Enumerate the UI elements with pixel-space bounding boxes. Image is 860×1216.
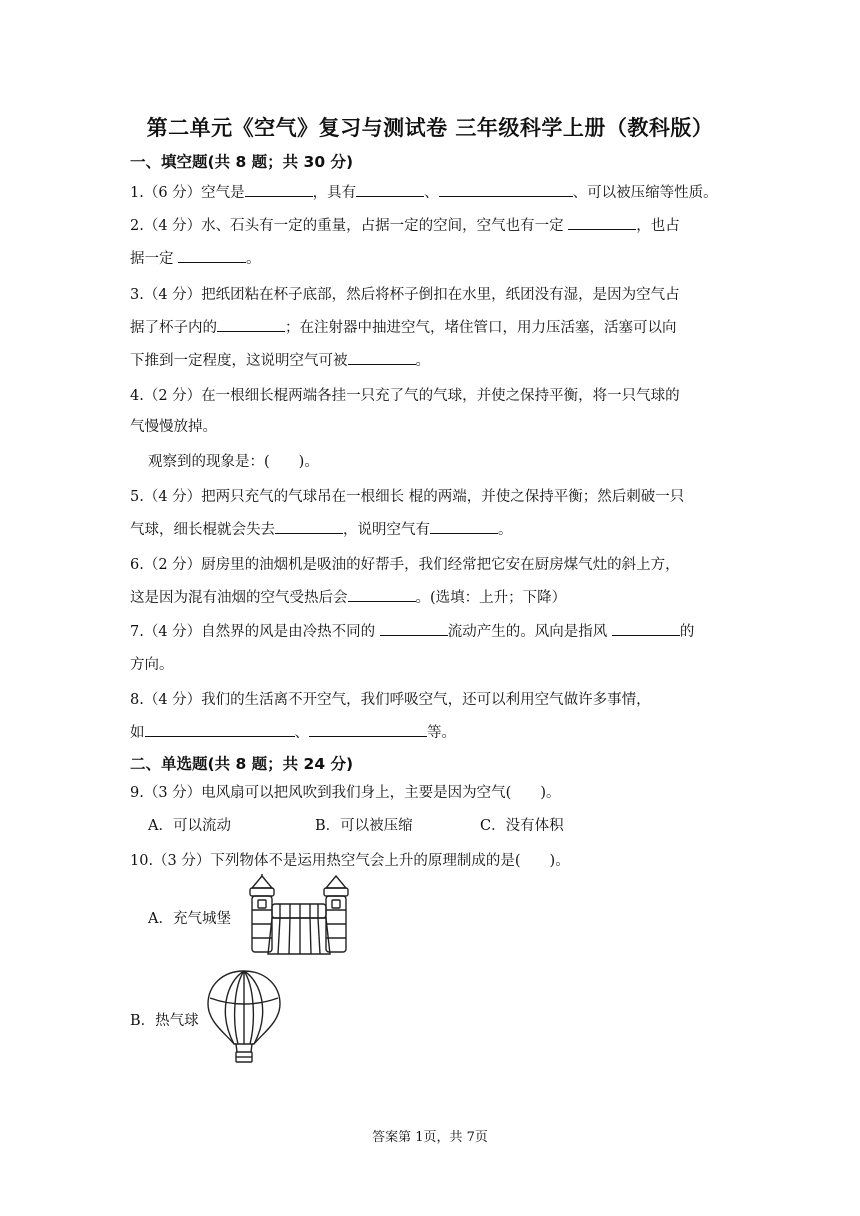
answer-blank[interactable] xyxy=(217,317,285,332)
question-2: 2.（4 分）水、石头有一定的重量，占据一定的空间，空气也有一定 ，也占 xyxy=(130,214,730,235)
option-c[interactable]: C．没有体积 xyxy=(480,818,564,834)
question-5-line-2: 气球，细长棍就会失去 ，说明空气有 。 xyxy=(130,518,730,539)
question-4-line-2: 气慢慢放掉。 xyxy=(130,419,217,435)
option-a[interactable]: A．可以流动 xyxy=(148,818,231,834)
question-8-line-2: 如 、 等。 xyxy=(130,721,730,742)
question-3-line-2: 据了杯子内的 ；在注射器中抽进空气，堵住管口，用力压活塞，活塞可以向 xyxy=(130,316,730,337)
page-title: 第二单元《空气》复习与测试卷 三年级科学上册（教科版） xyxy=(146,115,714,140)
answer-blank[interactable] xyxy=(568,215,636,230)
question-2-line-2: 据一定 。 xyxy=(130,247,730,268)
question-1: 1.（6 分）空气是 ，具有 、 、可以被压缩等性质。 xyxy=(130,181,730,202)
option-b[interactable]: B．可以被压缩 xyxy=(315,818,413,834)
answer-blank[interactable] xyxy=(380,621,448,636)
answer-blank[interactable] xyxy=(439,182,573,197)
answer-blank[interactable] xyxy=(612,621,680,636)
option-a[interactable]: A．充气城堡 xyxy=(148,911,231,927)
question-9-options xyxy=(148,814,564,835)
question-9: 9.（3 分）电风扇可以把风吹到我们身上，主要是因为空气( )。 xyxy=(130,785,561,801)
question-10: 10.（3 分）下列物体不是运用热空气会上升的原理制成的是( )。 xyxy=(130,853,570,869)
question-7-line-2: 方向。 xyxy=(130,657,174,673)
answer-blank[interactable] xyxy=(309,722,427,737)
answer-blank[interactable] xyxy=(178,248,246,263)
question-3-line-3: 下推到一定程度，这说明空气可被 。 xyxy=(130,349,730,370)
question-4-line-3: 观察到的现象是：( )。 xyxy=(148,454,319,470)
option-b[interactable]: B．热气球 xyxy=(130,1013,199,1029)
answer-blank[interactable] xyxy=(145,722,295,737)
answer-blank[interactable] xyxy=(430,519,498,534)
question-6: 6.（2 分）厨房里的油烟机是吸油的好帮手，我们经常把它安在厨房煤气灶的斜上方， xyxy=(130,557,680,573)
answer-blank[interactable] xyxy=(245,182,313,197)
section-fill-in-heading: 一、填空题(共 8 题；共 30 分) xyxy=(130,153,354,171)
question-6-line-2: 这是因为混有油烟的空气受热后会 。(选填：上升；下降） xyxy=(130,586,730,607)
question-8: 8.（4 分）我们的生活离不开空气，我们呼吸空气，还可以利用空气做许多事情， xyxy=(130,692,651,708)
answer-blank[interactable] xyxy=(275,519,343,534)
question-3: 3.（4 分）把纸团粘在杯子底部，然后将杯子倒扣在水里，纸团没有湿，是因为空气占 xyxy=(130,287,680,303)
answer-blank[interactable] xyxy=(348,587,416,602)
section-single-choice-heading: 二、单选题(共 8 题；共 24 分) xyxy=(130,755,354,773)
page-footer: 答案第 1页，共 7页 xyxy=(372,1130,488,1145)
question-4: 4.（2 分）在一根细长棍两端各挂一只充了气的气球，并使之保持平衡，将一只气球的 xyxy=(130,388,680,404)
bouncy-castle-image xyxy=(240,874,358,956)
question-5: 5.（4 分）把两只充气的气球吊在一根细长 棍的两端，并使之保持平衡；然后刺破一只 xyxy=(130,489,685,505)
answer-blank[interactable] xyxy=(348,350,416,365)
hot-air-balloon-image xyxy=(204,968,284,1066)
question-7: 7.（4 分）自然界的风是由冷热不同的 流动产生的。风向是指风 的 xyxy=(130,620,730,641)
answer-blank[interactable] xyxy=(356,182,424,197)
